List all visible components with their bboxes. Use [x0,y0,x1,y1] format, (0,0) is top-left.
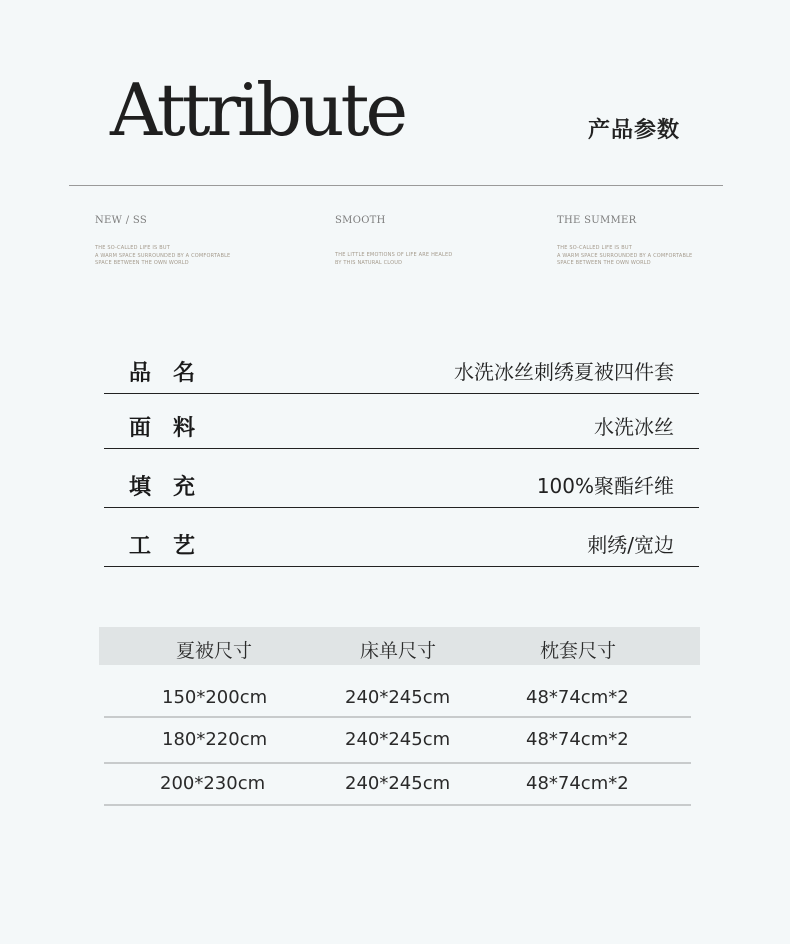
table-cell: 48*74cm*2 [526,687,629,708]
attribute-value: 100%聚酯纤维 [536,474,674,498]
tagline-text: THE SO-CALLED LIFE IS BUT A WARM SPACE SURROUNDED BY A COMFORTABLE SPACE BETWEEN THE OWN WORLD [95,245,231,266]
table-cell: 240*245cm [345,773,451,794]
attribute-value: 刺绣/宽边 [587,533,674,557]
tagline-heading: SMOOTH [335,215,386,226]
table-cell: 240*245cm [345,729,451,750]
table-cell: 48*74cm*2 [526,773,629,794]
table-cell: 48*74cm*2 [526,729,629,750]
tagline-heading: NEW / SS [95,215,147,226]
attribute-row [104,394,699,449]
attribute-row [104,352,699,394]
table-cell: 150*200cm [162,687,268,708]
table-cell: 200*230cm [160,773,266,794]
table-row [99,665,700,718]
section-title: 产品参数 [588,118,681,143]
divider [69,185,723,186]
tagline-heading: THE SUMMER [557,215,637,226]
column-header: 枕套尺寸 [540,640,617,662]
size-table-header [99,627,700,665]
table-cell: 240*245cm [345,687,451,708]
attribute-label: 品名 [129,361,218,386]
tagline-text: THE SO-CALLED LIFE IS BUT A WARM SPACE SURROUNDED BY A COMFORTABLE SPACE BETWEEN THE OWN WORLD [557,245,693,266]
tagline-item [557,215,717,268]
attribute-value: 水洗冰丝刺绣夏被四件套 [454,360,674,384]
attribute-row [104,508,699,567]
column-header: 床单尺寸 [360,640,437,662]
tagline-item [335,215,495,267]
attribute-label: 填充 [129,475,218,500]
table-cell: 180*220cm [162,729,268,750]
attribute-label: 工艺 [129,534,218,559]
attribute-row [104,449,699,508]
attribute-value: 水洗冰丝 [594,415,674,439]
table-row [99,718,700,764]
row-divider [104,804,691,806]
table-row [99,764,700,806]
attribute-label: 面料 [129,416,218,441]
page-title: Attribute [110,68,405,152]
attribute-list [104,352,699,567]
size-table [99,627,700,806]
column-header: 夏被尺寸 [176,640,253,662]
tagline-item [95,215,255,268]
tagline-text: THE LITTLE EMOTIONS OF LIFE ARE HEALED BY THIS NATURAL CLOUD [335,252,453,266]
tagline-strip [0,215,790,275]
